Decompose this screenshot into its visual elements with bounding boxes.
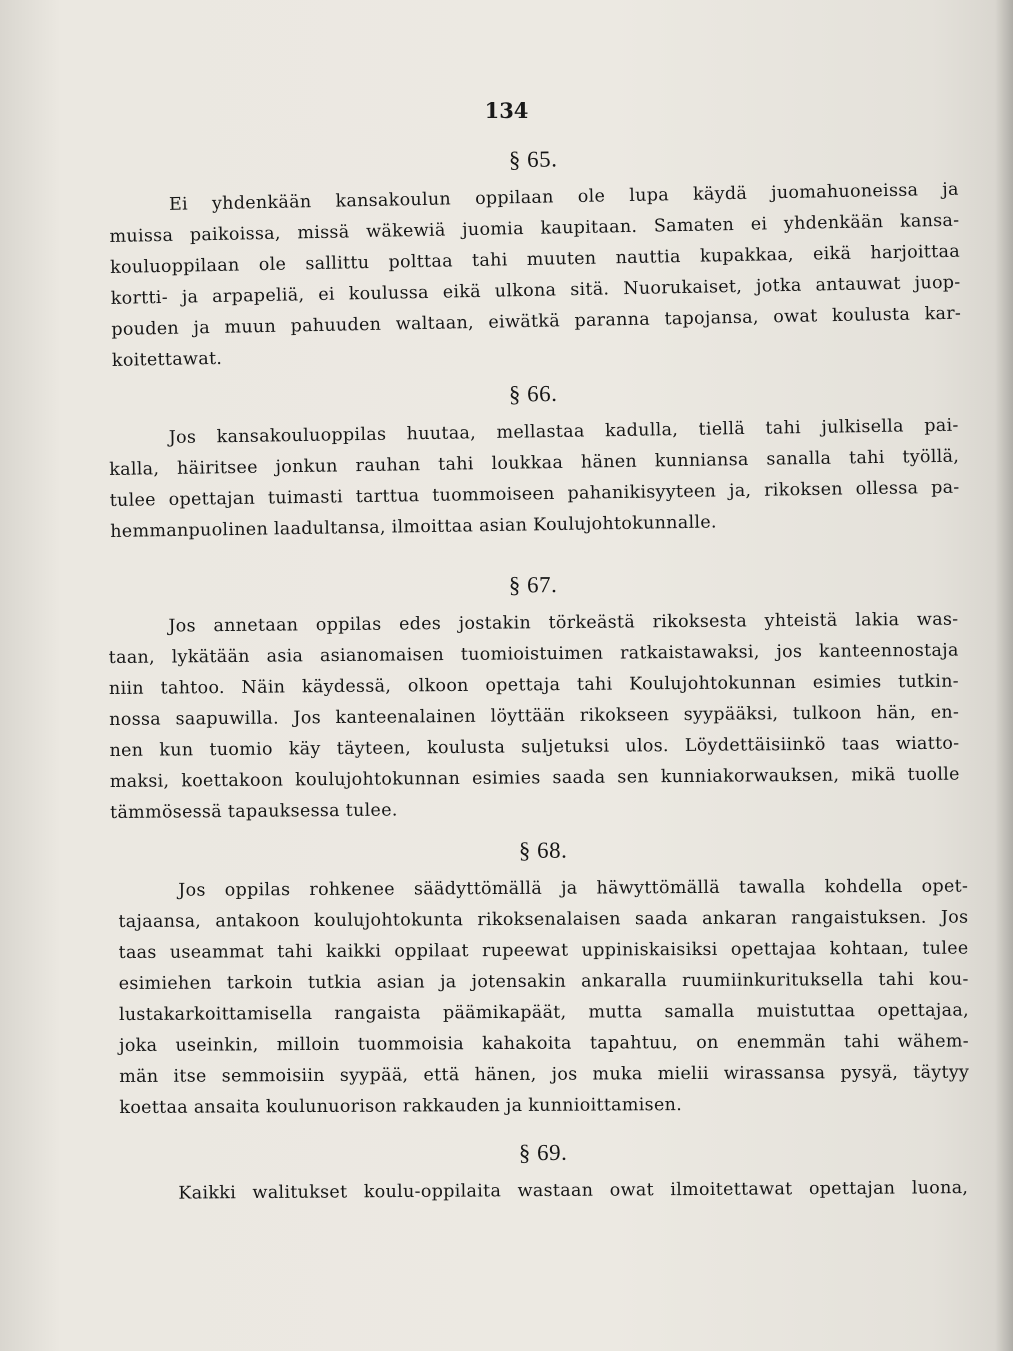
paragraph-line: tämmösessä tapauksessa tulee. [109, 800, 398, 823]
paragraph-line: taan, lykätään asia asianomaisen tuomioistuimen ratkaistawaksi, jos kanteennostaja [108, 640, 959, 668]
section-66 [108, 375, 960, 548]
page-number: 134 [484, 98, 529, 123]
page-edge-shadow [995, 0, 1013, 1351]
paragraph-line: tajaansa, antakoon koulujohtokunta rikoksenalaisen saada ankaran rangaistuksen. Jos [118, 907, 969, 932]
paragraph-line: maksi, koettakoon koulujohtokunnan esimies saada sen kunniakorwauksen, mikä tuolle [109, 764, 960, 792]
section-heading: § 65. [508, 146, 558, 173]
paragraph-line: Ei yhdenkään kansakoulun oppilaan ole lupa käydä juomahuoneissa ja [168, 179, 959, 215]
paragraph-line: pouden ja muun pahuuden waltaan, eiwätkä paranna tapojansa, owat koulusta kar- [111, 303, 962, 340]
paragraph-line: Jos kansakouluoppilas huutaa, mellastaa kadulla, tiellä tahi julkisella pai- [168, 415, 959, 449]
section-69 [118, 1137, 968, 1210]
paragraph-line: lustakarkoittamisella rangaista päämikapäät, mutta samalla muistuttaa opettajaa, [118, 1000, 969, 1025]
paragraph-line: koitettawat. [111, 348, 223, 371]
section-heading: § 68. [518, 837, 568, 863]
paragraph-line: kouluoppilaan ole sallittu polttaa tahi muuten nauttia kupakkaa, eikä harjoittaa [109, 241, 961, 278]
section-67 [108, 569, 960, 829]
paragraph-line: joka useinkin, milloin tuommoisia kahakoita tapahtuu, on enemmän tahi wähem- [119, 1031, 970, 1056]
section-68 [118, 836, 969, 1124]
paragraph-line: hemmanpuolinen laadultansa, ilmoittaa asian Koulujohtokunnalle. [110, 512, 717, 542]
section-heading: § 69. [518, 1139, 568, 1166]
paragraph-line: nen kun tuomio käy täyteen, koulusta suljetuksi ulos. Löydettäisiinkö taas wiatto- [109, 733, 960, 761]
section-65 [108, 139, 962, 377]
paragraph-line: Jos oppilas rohkenee säädyttömällä ja häwyttömällä tawalla kohdella opet- [178, 876, 969, 901]
paragraph-line: Jos annetaan oppilas edes jostakin törkeästä rikoksesta yhteistä lakia was- [168, 609, 959, 637]
paragraph-line: tulee opettajan tuimasti tarttua tuommoiseen pahanikisyyteen ja, rikoksen ollessa pa- [109, 477, 960, 511]
paragraph-line: niin tahtoo. Näin käydessä, olkoon opettaja tahi Koulujohtokunnan esimies tutkin- [108, 671, 960, 699]
paragraph-line: taas useammat tahi kaikki oppilaat rupeewat uppiniskaisiksi opettajaa kohtaan, tulee [118, 938, 969, 963]
paragraph-line: kortti- ja arpapeliä, ei koulussa eikä ulkona sitä. Nuorukaiset, jotka antauwat juop- [110, 272, 961, 309]
section-heading: § 66. [508, 380, 558, 407]
paragraph-line: esimiehen tarkoin tutkia asian ja jotensakin ankaralla ruumiinkurituksella tahi kou- [118, 969, 969, 994]
paragraph-line: nossa saapuwilla. Jos kanteenalainen löyttään rikokseen syypääksi, tulkoon hän, en- [109, 702, 960, 730]
paragraph-line: kalla, häiritsee jonkun rauhan tahi loukkaa hänen kunniansa sanalla tahi työllä, [109, 446, 960, 480]
paragraph-line: män itse semmoisiin syypää, että hänen, jos muka mielii wirassansa pysyä, täytyy [119, 1062, 970, 1087]
paragraph-line: muissa paikoissa, missä wäkewiä juomia kaupitaan. Samaten ei yhdenkään kansa- [109, 210, 960, 247]
paragraph-line: koettaa ansaita koulunuorison rakkauden ja kunnioittamisen. [119, 1095, 683, 1118]
section-heading: § 67. [508, 572, 558, 598]
paragraph-line: Kaikki walitukset koulu-oppilaita wastaan owat ilmoitettawat opettajan luona, [178, 1178, 969, 1204]
